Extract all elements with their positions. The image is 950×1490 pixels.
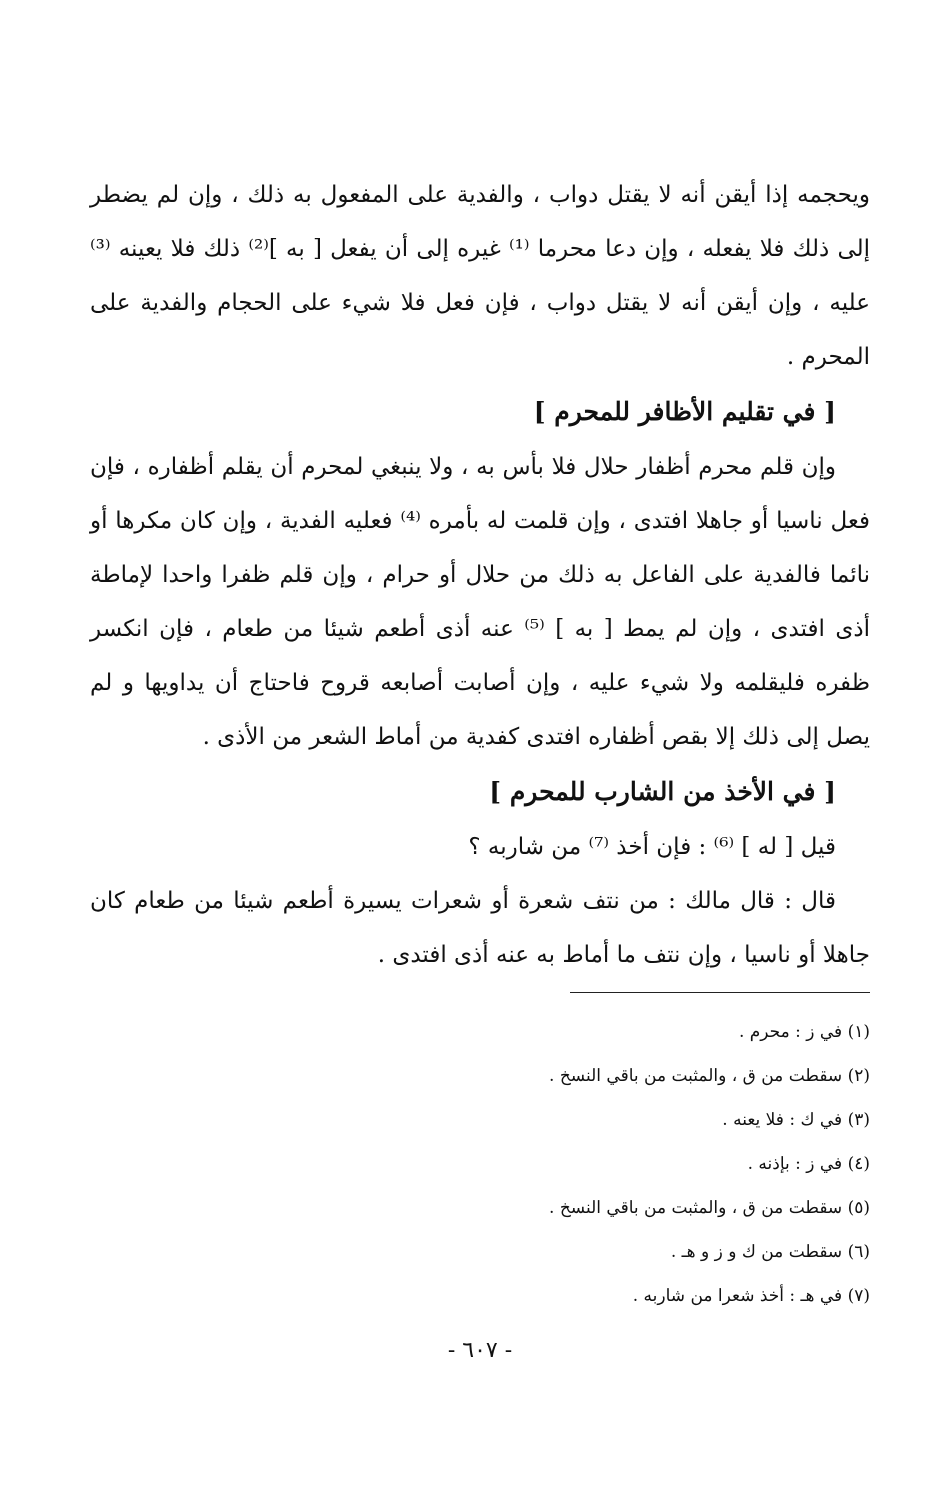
- section-heading-mustache: [ في الأخذ من الشارب للمحرم ]: [489, 777, 836, 806]
- main-text: [90, 168, 870, 982]
- paragraph-4: قال : قال مالك : من نتف شعرة أو شعرات يسيرة أطعم شيئا من طعام كان جاهلا أو ناسيا ، وإن نتف ما أماط به عنه أذى افتدى .: [90, 888, 870, 968]
- page-number: - ٦٠٧ -: [447, 1338, 513, 1363]
- footnote-5: (٥) سقطت من ق ، والمثبت من باقي النسخ .: [549, 1198, 870, 1218]
- footnote-divider: [570, 992, 870, 993]
- document-page: [90, 0, 870, 1490]
- footnote-1: (١) في ز : محرم .: [738, 1022, 870, 1042]
- section-heading-nail-trimming: [ في تقليم الأظافر للمحرم ]: [533, 397, 836, 426]
- paragraph-1: ويحجمه إذا أيقن أنه لا يقتل دواب ، والفدية على المفعول به ذلك ، وإن لم يضطر إلى ذلك فلا يفعله ، وإن دعا محرما ⁽¹⁾ غيره إلى أن يفعل [ به ]⁽²⁾ ذلك فلا يعينه ⁽³⁾ عليه ، وإن أيقن أنه لا يقتل دواب ، فإن فعل فلا شيء على الحجام والفدية على المحرم .: [90, 182, 871, 370]
- paragraph-2: وإن قلم محرم أظفار حلال فلا بأس به ، ولا ينبغي لمحرم أن يقلم أظفاره ، فإن فعل ناسيا أو جاهلا افتدى ، وإن قلمت له بأمره ⁽⁴⁾ فعليه الفدية ، وإن كان مكرها أو نائما فالفدية على الفاعل به ذلك من حلال أو حرام ، وإن قلم ظفرا واحدا لإماطة أذى افتدى ، وإن لم يمط [ به ] ⁽⁵⁾ عنه أذى أطعم شيئا من طعام ، فإن انكسر ظفره فليقلمه ولا شيء عليه ، وإن أصابت أصابعه قروح فاحتاج أن يداويها و لم يصل إلى ذلك إلا بقص أظفاره افتدى كفدية من أماط الشعر من الأذى .: [90, 454, 870, 750]
- footnote-7: (٧) في هـ : أخذ شعرا من شاربه .: [632, 1286, 870, 1306]
- footnote-6: (٦) سقطت من ك و ز و هـ .: [670, 1242, 870, 1262]
- footnote-2: (٢) سقطت من ق ، والمثبت من باقي النسخ .: [549, 1066, 870, 1086]
- paragraph-3: قيل [ له ] ⁽⁶⁾ : فإن أخذ ⁽⁷⁾ من شاربه ؟: [468, 834, 836, 860]
- footnote-3: (٣) في ك : فلا يعنه .: [722, 1110, 870, 1130]
- footnote-4: (٤) في ز : بإذنه .: [747, 1154, 870, 1174]
- footnotes-list: [90, 1010, 870, 1318]
